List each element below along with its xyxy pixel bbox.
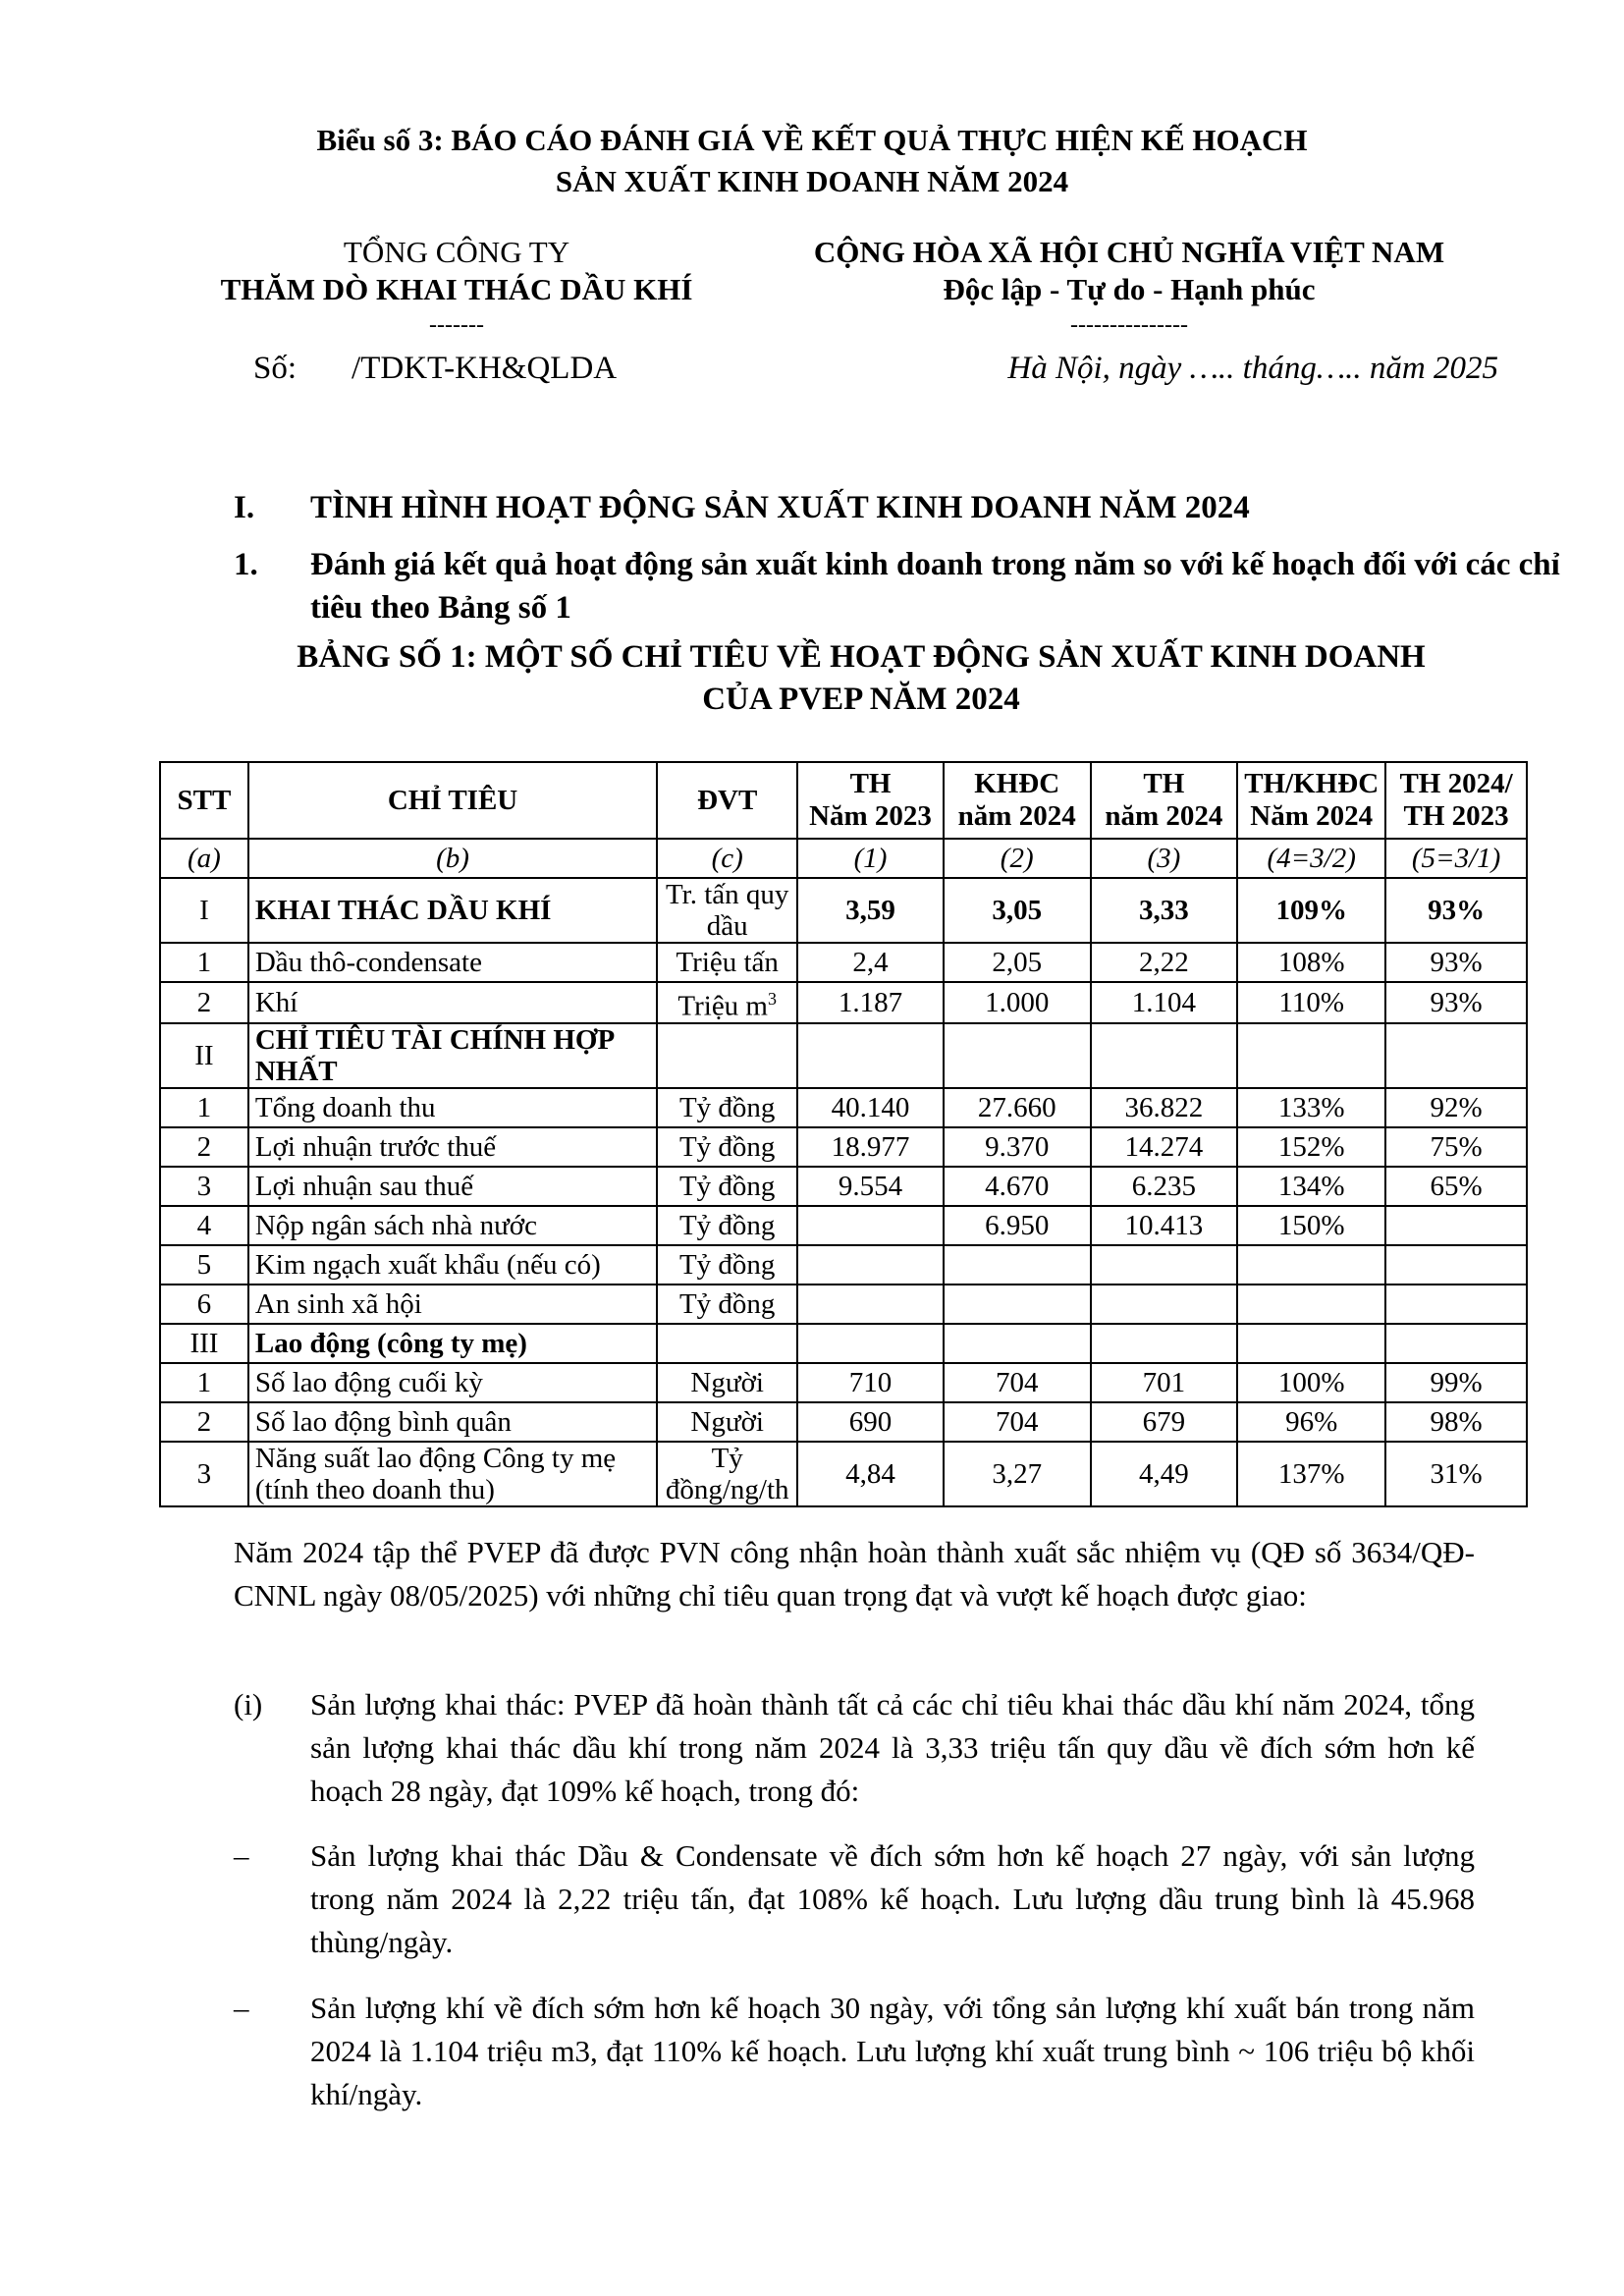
section-title: TÌNH HÌNH HOẠT ĐỘNG SẢN XUẤT KINH DOANH NĂM 2024: [310, 490, 1250, 525]
table-title-line1: BẢNG SỐ 1: MỘT SỐ CHỈ TIÊU VỀ HOẠT ĐỘNG SẢN XUẤT KINH DOANH: [297, 639, 1426, 675]
indicator-name-cell: Số lao động cuối kỳ: [248, 1363, 657, 1402]
th-2024-cell: 4,49: [1091, 1442, 1238, 1506]
th-2024-cell: [1091, 1023, 1238, 1088]
th-2024-cell: [1091, 1285, 1238, 1324]
header-th-khdc-ratio: [1237, 762, 1385, 839]
table-row: [160, 1442, 1527, 1506]
khdc-2024-cell: 3,27: [944, 1442, 1091, 1506]
index-cell: (a): [160, 839, 248, 878]
table-row: [160, 1023, 1527, 1088]
yoy-ratio-cell: 92%: [1385, 1088, 1527, 1127]
table-row: [160, 943, 1527, 982]
unit-cell: [657, 1324, 797, 1363]
th-khdc-ratio-cell: 150%: [1237, 1206, 1385, 1245]
table-header-row: [160, 762, 1527, 839]
header-th-2023: [797, 762, 944, 839]
yoy-ratio-cell: 98%: [1385, 1402, 1527, 1442]
khdc-2024-cell: 704: [944, 1363, 1091, 1402]
yoy-ratio-cell: [1385, 1324, 1527, 1363]
document-date: Hà Nội, ngày ….. tháng….. năm 2025: [1007, 351, 1498, 386]
section-number: I.: [234, 490, 255, 525]
index-cell: (c): [657, 839, 797, 878]
th-2024-cell: 1.104: [1091, 982, 1238, 1023]
stt-cell: III: [160, 1324, 248, 1363]
indicator-name-cell: Kim ngạch xuất khẩu (nếu có): [248, 1245, 657, 1285]
stt-cell: 3: [160, 1167, 248, 1206]
table-row: [160, 1127, 1527, 1167]
table-title-line2: CỦA PVEP NĂM 2024: [702, 682, 1020, 717]
org-divider: -------: [429, 312, 484, 338]
yoy-ratio-cell: 65%: [1385, 1167, 1527, 1206]
th-2023-cell: [797, 1206, 944, 1245]
unit-cell: Người: [657, 1363, 797, 1402]
indicator-name-cell: Khí: [248, 982, 657, 1023]
subsection-title: Đánh giá kết quả hoạt động sản xuất kinh doanh trong năm so với kế hoạch đối với các chỉ tiêu theo Bảng số 1: [310, 547, 1560, 626]
th-2023-cell: 1.187: [797, 982, 944, 1023]
unit-superscript: 3: [768, 989, 777, 1009]
subsection-number: 1.: [234, 547, 258, 582]
unit-cell: [657, 982, 797, 1023]
th-2024-cell: [1091, 1245, 1238, 1285]
list-item-text: Sản lượng khai thác: PVEP đã hoàn thành tất cả các chỉ tiêu khai thác dầu khí năm 2024, tổng sản lượng khai thác dầu khí trong năm 2024 là 3,33 triệu tấn quy dầu về đích sớm hơn kế hoạch 28 ngày, đạt 109% kế hoạch, trong đó:: [310, 1687, 1475, 1808]
ref-code: /TDKT-KH&QLDA: [352, 351, 618, 386]
national-header: [776, 234, 1483, 340]
list-marker: (i): [234, 1687, 263, 1722]
table-row: [160, 982, 1527, 1023]
form-title-line2: SẢN XUẤT KINH DOANH NĂM 2024: [555, 164, 1069, 198]
stt-cell: 2: [160, 1127, 248, 1167]
th-khdc-ratio-cell: [1237, 1245, 1385, 1285]
table-row: [160, 1167, 1527, 1206]
yoy-ratio-cell: 93%: [1385, 878, 1527, 943]
th-khdc-ratio-cell: 108%: [1237, 943, 1385, 982]
bullet-marker: –: [234, 1838, 249, 1873]
index-cell: (3): [1091, 839, 1238, 878]
unit-cell: Tỷ đồng: [657, 1206, 797, 1245]
unit-cell: Người: [657, 1402, 797, 1442]
indicator-name-cell: An sinh xã hội: [248, 1285, 657, 1324]
th-2023-cell: 9.554: [797, 1167, 944, 1206]
stt-cell: 1: [160, 943, 248, 982]
th-khdc-ratio-cell: [1237, 1285, 1385, 1324]
bullet-text: Sản lượng khí về đích sớm hơn kế hoạch 30 ngày, với tổng sản lượng khí xuất bán trong năm 2024 là 1.104 triệu m3, đạt 110% kế hoạch. Lưu lượng khí xuất trung bình ~ 106 triệu bộ khối khí/ngày.: [310, 1991, 1475, 2111]
unit-cell: Tỷ đồng: [657, 1167, 797, 1206]
header-th-2023-line1: TH: [849, 768, 892, 799]
header-th-yoy-ratio: [1385, 762, 1527, 839]
th-khdc-ratio-cell: 110%: [1237, 982, 1385, 1023]
yoy-ratio-cell: 31%: [1385, 1442, 1527, 1506]
th-2024-cell: 679: [1091, 1402, 1238, 1442]
khdc-2024-cell: [944, 1285, 1091, 1324]
th-2023-cell: 690: [797, 1402, 944, 1442]
document-reference: [253, 351, 617, 387]
indicator-name-cell: Lợi nhuận sau thuế: [248, 1167, 657, 1206]
th-2023-cell: [797, 1023, 944, 1088]
header-khdc-line1: KHĐC: [974, 768, 1060, 799]
index-cell: (b): [248, 839, 657, 878]
nation-line1: CỘNG HÒA XÃ HỘI CHỦ NGHĨA VIỆT NAM: [813, 235, 1445, 269]
organization-header: [182, 234, 731, 340]
header-th-2024-line2: năm 2024: [1105, 800, 1223, 832]
th-2024-cell: 10.413: [1091, 1206, 1238, 1245]
khdc-2024-cell: [944, 1324, 1091, 1363]
khdc-2024-cell: 6.950: [944, 1206, 1091, 1245]
stt-cell: 1: [160, 1363, 248, 1402]
header-th-2024-line1: TH: [1143, 768, 1185, 799]
table-title: [0, 636, 1624, 721]
indicator-table: [159, 761, 1528, 1507]
table-body: [160, 878, 1527, 1506]
stt-cell: II: [160, 1023, 248, 1088]
yoy-ratio-cell: 93%: [1385, 943, 1527, 982]
indicator-name-cell: Lao động (công ty mẹ): [248, 1324, 657, 1363]
th-2024-cell: 3,33: [1091, 878, 1238, 943]
nation-line2: Độc lập - Tự do - Hạnh phúc: [943, 272, 1316, 306]
header-ratio2-line2: TH 2023: [1403, 800, 1509, 832]
yoy-ratio-cell: 99%: [1385, 1363, 1527, 1402]
stt-cell: 1: [160, 1088, 248, 1127]
nation-divider: ---------------: [1070, 312, 1188, 338]
header-khdc-2024: [944, 762, 1091, 839]
khdc-2024-cell: 4.670: [944, 1167, 1091, 1206]
th-2024-cell: 6.235: [1091, 1167, 1238, 1206]
table-row: [160, 1402, 1527, 1442]
th-khdc-ratio-cell: [1237, 1324, 1385, 1363]
index-cell: (2): [944, 839, 1091, 878]
indicator-name-cell: Lợi nhuận trước thuế: [248, 1127, 657, 1167]
org-name-line2: THĂM DÒ KHAI THÁC DẦU KHÍ: [220, 272, 693, 306]
th-2023-cell: 710: [797, 1363, 944, 1402]
table-index-row: [160, 839, 1527, 878]
index-cell: (4=3/2): [1237, 839, 1385, 878]
th-2024-cell: 2,22: [1091, 943, 1238, 982]
khdc-2024-cell: 27.660: [944, 1088, 1091, 1127]
unit-cell: Tỷ đồng/ng/th: [657, 1442, 797, 1506]
th-khdc-ratio-cell: 134%: [1237, 1167, 1385, 1206]
th-khdc-ratio-cell: 152%: [1237, 1127, 1385, 1167]
th-2024-cell: 14.274: [1091, 1127, 1238, 1167]
header-th-2024: [1091, 762, 1238, 839]
yoy-ratio-cell: 75%: [1385, 1127, 1527, 1167]
table-row: [160, 1363, 1527, 1402]
th-2023-cell: 18.977: [797, 1127, 944, 1167]
th-2023-cell: [797, 1324, 944, 1363]
header-chi-tieu: CHỈ TIÊU: [248, 762, 657, 839]
unit-cell: Tr. tấn quy dầu: [657, 878, 797, 943]
index-cell: (1): [797, 839, 944, 878]
stt-cell: 4: [160, 1206, 248, 1245]
unit-text: Triệu m: [677, 990, 768, 1022]
indicator-name-cell: Năng suất lao động Công ty mẹ (tính theo doanh thu): [248, 1442, 657, 1506]
th-2023-cell: [797, 1285, 944, 1324]
header-ratio1-line1: TH/KHĐC: [1244, 768, 1380, 799]
khdc-2024-cell: 9.370: [944, 1127, 1091, 1167]
yoy-ratio-cell: [1385, 1285, 1527, 1324]
header-dvt: ĐVT: [657, 762, 797, 839]
th-khdc-ratio-cell: 100%: [1237, 1363, 1385, 1402]
unit-cell: Tỷ đồng: [657, 1285, 797, 1324]
th-2023-cell: 4,84: [797, 1442, 944, 1506]
th-2023-cell: [797, 1245, 944, 1285]
index-cell: (5=3/1): [1385, 839, 1527, 878]
khdc-2024-cell: [944, 1023, 1091, 1088]
header-th-2023-line2: Năm 2023: [809, 800, 932, 832]
unit-cell: [657, 1023, 797, 1088]
form-title-line1: Biểu số 3: BÁO CÁO ĐÁNH GIÁ VỀ KẾT QUẢ THỰC HIỆN KẾ HOẠCH: [316, 123, 1308, 157]
indicator-name-cell: Nộp ngân sách nhà nước: [248, 1206, 657, 1245]
th-khdc-ratio-cell: [1237, 1023, 1385, 1088]
table-row: [160, 1245, 1527, 1285]
indicator-name-cell: Tổng doanh thu: [248, 1088, 657, 1127]
yoy-ratio-cell: [1385, 1245, 1527, 1285]
khdc-2024-cell: 704: [944, 1402, 1091, 1442]
stt-cell: 2: [160, 1402, 248, 1442]
table-row: [160, 1206, 1527, 1245]
header-stt: STT: [160, 762, 248, 839]
org-name-line1: TỔNG CÔNG TY: [343, 235, 570, 269]
stt-cell: 2: [160, 982, 248, 1023]
stt-cell: 6: [160, 1285, 248, 1324]
th-2023-cell: 3,59: [797, 878, 944, 943]
stt-cell: 3: [160, 1442, 248, 1506]
khdc-2024-cell: 1.000: [944, 982, 1091, 1023]
yoy-ratio-cell: [1385, 1206, 1527, 1245]
th-2024-cell: 701: [1091, 1363, 1238, 1402]
header-ratio2-line1: TH 2024/: [1399, 768, 1513, 799]
header-ratio1-line2: Năm 2024: [1250, 800, 1374, 832]
th-2024-cell: [1091, 1324, 1238, 1363]
th-khdc-ratio-cell: 133%: [1237, 1088, 1385, 1127]
indicator-name-cell: Dầu thô-condensate: [248, 943, 657, 982]
header-khdc-line2: năm 2024: [957, 800, 1076, 832]
table-row: [160, 1088, 1527, 1127]
unit-cell: Tỷ đồng: [657, 1127, 797, 1167]
table-row: [160, 878, 1527, 943]
intro-paragraph: Năm 2024 tập thể PVEP đã được PVN công nhận hoàn thành xuất sắc nhiệm vụ (QĐ số 3634/QĐ-CNNL ngày 08/05/2025) với những chỉ tiêu quan trọng đạt và vượt kế hoạch được giao:: [234, 1535, 1475, 1613]
th-khdc-ratio-cell: 96%: [1237, 1402, 1385, 1442]
bullet-text: Sản lượng khai thác Dầu & Condensate về đích sớm hơn kế hoạch 27 ngày, với sản lượng trong năm 2024 là 2,22 triệu tấn, đạt 108% kế hoạch. Lưu lượng dầu trung bình là 45.968 thùng/ngày.: [310, 1838, 1475, 1959]
th-2023-cell: 40.140: [797, 1088, 944, 1127]
khdc-2024-cell: 2,05: [944, 943, 1091, 982]
indicator-name-cell: CHỈ TIÊU TÀI CHÍNH HỢP NHẤT: [248, 1023, 657, 1088]
th-khdc-ratio-cell: 137%: [1237, 1442, 1385, 1506]
stt-cell: 5: [160, 1245, 248, 1285]
th-khdc-ratio-cell: 109%: [1237, 878, 1385, 943]
khdc-2024-cell: 3,05: [944, 878, 1091, 943]
form-title: [0, 120, 1624, 202]
khdc-2024-cell: [944, 1245, 1091, 1285]
yoy-ratio-cell: [1385, 1023, 1527, 1088]
stt-cell: I: [160, 878, 248, 943]
unit-cell: Triệu tấn: [657, 943, 797, 982]
unit-cell: Tỷ đồng: [657, 1245, 797, 1285]
indicator-name-cell: Số lao động bình quân: [248, 1402, 657, 1442]
unit-cell: Tỷ đồng: [657, 1088, 797, 1127]
table-row: [160, 1285, 1527, 1324]
th-2024-cell: 36.822: [1091, 1088, 1238, 1127]
ref-label: Số:: [253, 351, 298, 386]
yoy-ratio-cell: 93%: [1385, 982, 1527, 1023]
th-2023-cell: 2,4: [797, 943, 944, 982]
indicator-name-cell: KHAI THÁC DẦU KHÍ: [248, 878, 657, 943]
table-row: [160, 1324, 1527, 1363]
bullet-marker: –: [234, 1991, 249, 2025]
